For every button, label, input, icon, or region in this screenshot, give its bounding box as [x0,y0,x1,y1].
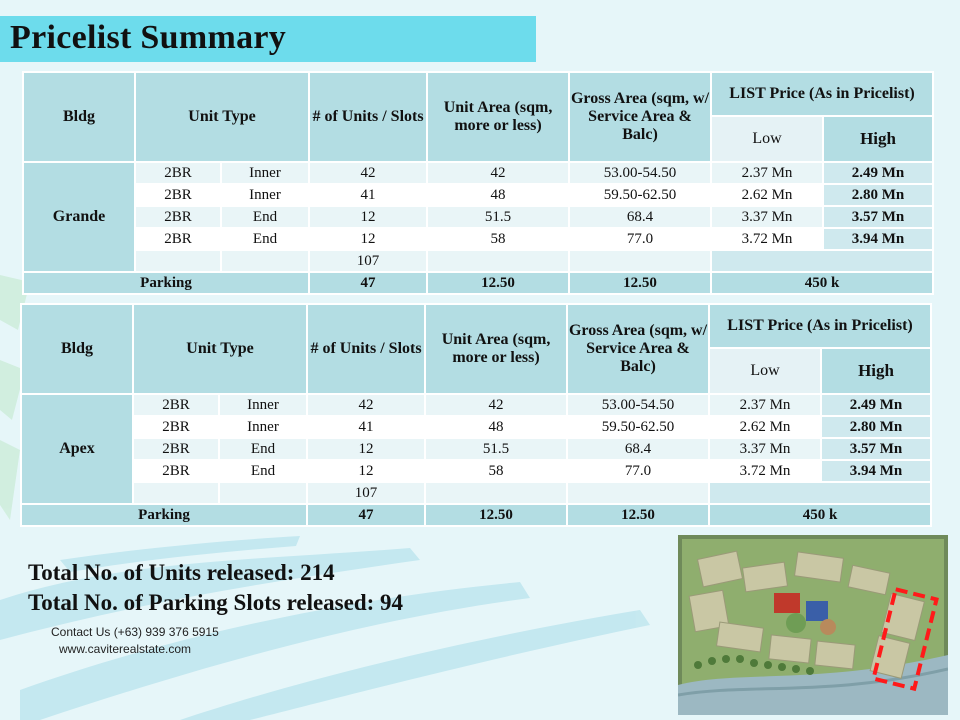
cell-gross: 53.00-54.50 [570,163,710,183]
building-name: Grande [24,163,134,271]
cell-units: 41 [308,417,424,437]
pricelist-table-grande [22,71,934,295]
cell-low: 2.37 Mn [712,163,822,183]
cell-type: 2BR [136,163,220,183]
cell-units: 41 [310,185,426,205]
parking-price: 450 k [712,273,932,293]
total-units-released: Total No. of Units released: 214 [28,560,335,585]
cell-high: 3.94 Mn [824,229,932,249]
contact-phone: Contact Us (+63) 939 376 5915 [51,625,219,639]
cell-type: 2BR [136,207,220,227]
header-high: High [824,117,932,161]
cell-low: 3.72 Mn [710,461,820,481]
cell-total-units: 107 [308,483,424,503]
cell-high: 2.49 Mn [822,395,930,415]
cell-area: 48 [426,417,566,437]
page-title: Pricelist Summary [10,19,287,56]
contact-block [51,624,219,658]
cell-type: 2BR [134,461,218,481]
cell-empty [568,483,708,503]
header-gross-area: Gross Area (sqm, w/ Service Area & Balc) [570,73,710,161]
parking-gross: 12.50 [570,273,710,293]
header-gross-area: Gross Area (sqm, w/ Service Area & Balc) [568,305,708,393]
cell-type: 2BR [134,439,218,459]
cell-position: End [222,207,308,227]
cell-area: 48 [428,185,568,205]
cell-total-units: 107 [310,251,426,271]
cell-position: Inner [222,163,308,183]
header-unit-type: Unit Type [136,73,308,161]
cell-type: 2BR [136,229,220,249]
cell-area: 51.5 [426,439,566,459]
header-low: Low [710,349,820,393]
cell-gross: 68.4 [568,439,708,459]
header-high: High [822,349,930,393]
cell-gross: 77.0 [570,229,710,249]
cell-gross: 68.4 [570,207,710,227]
parking-gross: 12.50 [568,505,708,525]
header-unit-area: Unit Area (sqm, more or less) [426,305,566,393]
cell-area: 51.5 [428,207,568,227]
cell-units: 42 [308,395,424,415]
cell-empty [136,251,220,271]
cell-high: 2.49 Mn [824,163,932,183]
header-low: Low [712,117,822,161]
parking-area: 12.50 [428,273,568,293]
parking-label: Parking [24,273,308,293]
cell-units: 12 [308,439,424,459]
parking-area: 12.50 [426,505,566,525]
cell-type: 2BR [136,185,220,205]
header-bldg: Bldg [24,73,134,161]
header-unit-area: Unit Area (sqm, more or less) [428,73,568,161]
cell-low: 3.72 Mn [712,229,822,249]
cell-type: 2BR [134,395,218,415]
header-unit-type: Unit Type [134,305,306,393]
parking-slots: 47 [310,273,426,293]
cell-units: 12 [310,207,426,227]
cell-area: 58 [426,461,566,481]
site-plan-image [678,535,948,715]
cell-low: 2.37 Mn [710,395,820,415]
cell-type: 2BR [134,417,218,437]
cell-low: 2.62 Mn [710,417,820,437]
total-parking-released: Total No. of Parking Slots released: 94 [28,590,404,615]
cell-gross: 53.00-54.50 [568,395,708,415]
cell-units: 42 [310,163,426,183]
cell-high: 3.57 Mn [824,207,932,227]
header-list-price: LIST Price (As in Pricelist) [710,305,930,347]
cell-position: Inner [220,395,306,415]
contact-website[interactable]: www.caviterealstate.com [59,642,192,656]
cell-position: End [220,439,306,459]
pricelist-table-apex [20,303,932,527]
header-units: # of Units / Slots [310,73,426,161]
totals-block [28,558,403,618]
cell-empty [712,251,932,271]
cell-high: 3.57 Mn [822,439,930,459]
cell-gross: 77.0 [568,461,708,481]
cell-position: Inner [222,185,308,205]
cell-area: 58 [428,229,568,249]
cell-empty [134,483,218,503]
cell-high: 2.80 Mn [822,417,930,437]
cell-gross: 59.50-62.50 [568,417,708,437]
header-bldg: Bldg [22,305,132,393]
building-name: Apex [22,395,132,503]
cell-area: 42 [426,395,566,415]
cell-position: End [220,461,306,481]
cell-empty [710,483,930,503]
cell-position: Inner [220,417,306,437]
parking-label: Parking [22,505,306,525]
cell-low: 3.37 Mn [710,439,820,459]
cell-empty [426,483,566,503]
cell-area: 42 [428,163,568,183]
cell-units: 12 [308,461,424,481]
cell-low: 3.37 Mn [712,207,822,227]
cell-low: 2.62 Mn [712,185,822,205]
cell-empty [220,483,306,503]
parking-price: 450 k [710,505,930,525]
cell-high: 3.94 Mn [822,461,930,481]
header-list-price: LIST Price (As in Pricelist) [712,73,932,115]
cell-position: End [222,229,308,249]
header-units: # of Units / Slots [308,305,424,393]
cell-high: 2.80 Mn [824,185,932,205]
parking-slots: 47 [308,505,424,525]
cell-gross: 59.50-62.50 [570,185,710,205]
cell-empty [222,251,308,271]
cell-empty [570,251,710,271]
cell-units: 12 [310,229,426,249]
cell-empty [428,251,568,271]
